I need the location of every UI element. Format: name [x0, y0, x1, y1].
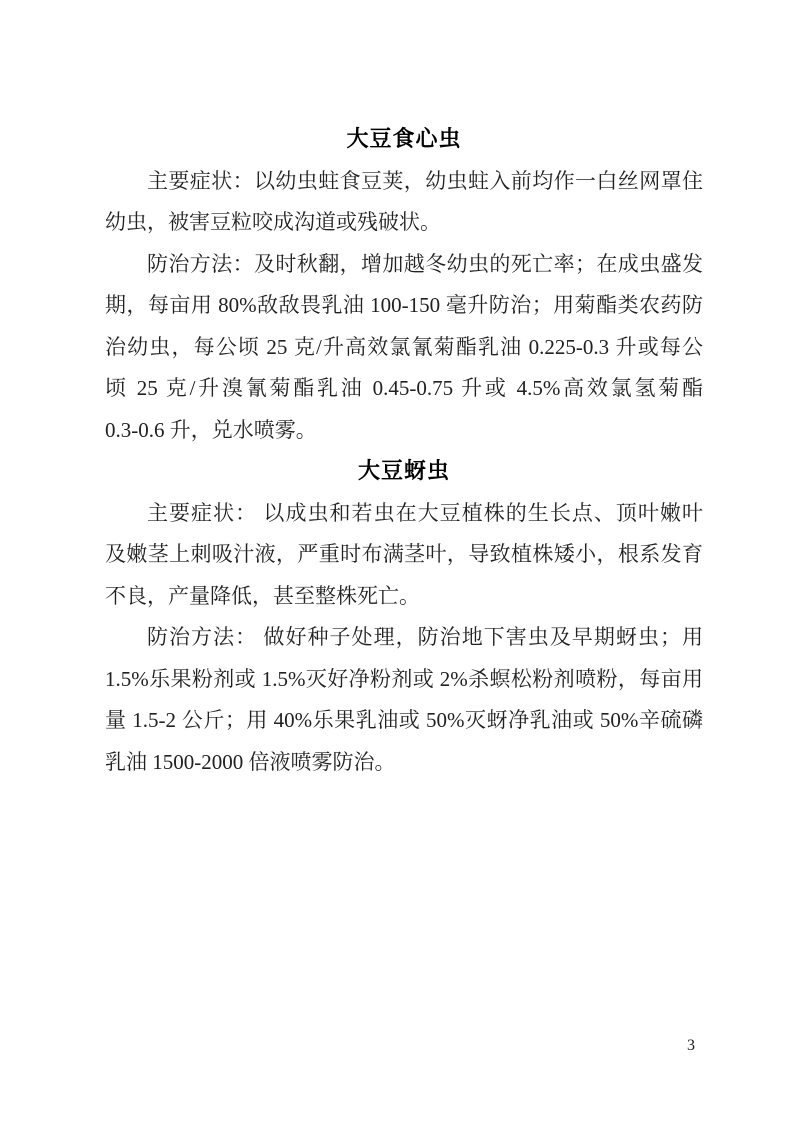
text-line: 1.5%乐果粉剂或 1.5%灭好净粉剂或 2%杀螟松粉剂喷粉，每亩用	[105, 666, 703, 691]
text-line: 治幼虫，每公顷 25 克/升高效氯氰菊酯乳油 0.225-0.3 升或每公	[105, 334, 703, 359]
paragraph	[105, 161, 703, 244]
section-title: 大豆蚜虫	[357, 459, 450, 484]
text-line: 防治方法：及时秋翻，增加越冬幼虫的死亡率；在成虫盛发	[147, 251, 703, 276]
text-line: 量 1.5-2 公斤；用 40%乐果乳油或 50%灭蚜净乳油或 50%辛硫磷	[105, 708, 703, 732]
paragraph	[105, 493, 703, 618]
text-line: 主要症状：以幼虫蛀食豆荚，幼虫蛀入前均作一白丝网罩住	[147, 168, 703, 193]
text-line: 顷 25 克/升溴氰菊酯乳油 0.45-0.75 升或 4.5%高效氯氢菊酯	[105, 376, 703, 400]
text-line: 及嫩茎上刺吸汁液，严重时布满茎叶，导致植株矮小，根系发育	[105, 542, 703, 566]
page-number: 3	[687, 1037, 695, 1054]
text-line: 期，每亩用 80%敌敌畏乳油 100-150 毫升防治；用菊酯类农药防	[105, 293, 703, 317]
text-line: 主要症状： 以成虫和若虫在大豆植株的生长点、顶叶嫩叶	[147, 500, 703, 525]
text-line: 乳油 1500-2000 倍液喷雾防治。	[105, 749, 396, 774]
section-title: 大豆食心虫	[346, 127, 462, 152]
text-line: 幼虫，被害豆粒咬成沟道或残破状。	[105, 210, 441, 234]
text-line: 防治方法： 做好种子处理，防治地下害虫及早期蚜虫；用	[147, 625, 703, 649]
text-line: 0.3-0.6 升，兑水喷雾。	[105, 417, 317, 442]
text-line: 不良，产量降低，甚至整株死亡。	[105, 583, 420, 608]
paragraph	[105, 244, 703, 452]
paragraph	[105, 617, 703, 783]
document-content	[105, 119, 703, 783]
